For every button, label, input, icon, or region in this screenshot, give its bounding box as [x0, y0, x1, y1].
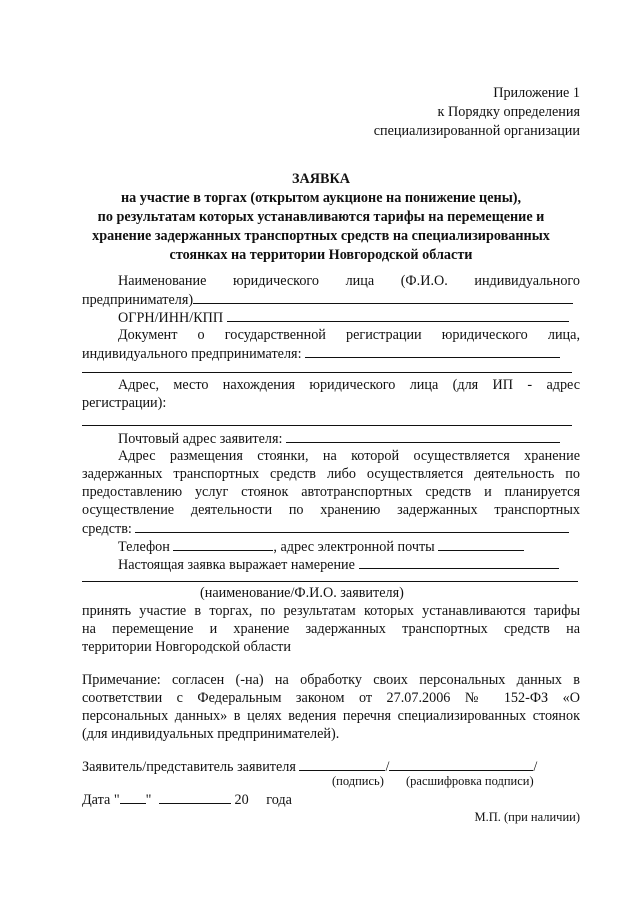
name-line-2: [82, 290, 573, 309]
date-day-field[interactable]: [120, 790, 146, 804]
postal-line: [118, 429, 560, 448]
title-line-4: стоянках на территории Новгородской области: [169, 247, 473, 263]
name-label: предпринимателя): [82, 292, 194, 308]
title-line-3: хранение задержанных транспортных средств на специализированных: [92, 228, 550, 244]
title-heading: ЗАЯВКА: [292, 171, 350, 187]
place-field[interactable]: [135, 519, 569, 533]
sign-caption: (подпись): [332, 774, 384, 788]
ogrn-field[interactable]: [227, 308, 569, 322]
stamp-note: М.П. (при наличии): [474, 810, 580, 824]
email-field[interactable]: [438, 537, 524, 551]
doc-line-1: Документ о государственной регистрации юридического лица,: [118, 327, 580, 343]
accept-line-1: принять участие в торгах, по результатам которых устанавливаются тарифы: [82, 603, 580, 619]
name-line-1: Наименование юридического лица (Ф.И.О. индивидуального: [118, 273, 580, 289]
date-month-field[interactable]: [159, 790, 231, 804]
date-line: [82, 790, 292, 809]
annex-header: [280, 84, 580, 141]
place-line-1: Адрес размещения стоянки, на которой осуществляется хранение: [118, 448, 580, 464]
postal-field[interactable]: [286, 429, 560, 443]
note-line-4: (для индивидуальных предпринимателей).: [82, 726, 340, 742]
signature-field[interactable]: [299, 757, 385, 771]
place-label: средств:: [82, 521, 132, 537]
doc-line-2: [82, 344, 560, 363]
applicant-caption: (наименование/Ф.И.О. заявителя): [200, 585, 404, 601]
ogrn-line: [118, 308, 569, 327]
place-line-5: [82, 519, 569, 538]
applicant-field-line[interactable]: [82, 581, 578, 582]
signature-decode-field[interactable]: [389, 757, 533, 771]
accept-line-3: территории Новгородской области: [82, 639, 291, 655]
phone-label: Телефон: [118, 539, 170, 555]
doc-field-extra-line[interactable]: [82, 372, 572, 373]
doc-field[interactable]: [305, 344, 560, 358]
place-line-2: задержанных транспортных средств либо осуществляется деятельность по: [82, 466, 580, 482]
intent-label: Настоящая заявка выражает намерение: [118, 557, 355, 573]
decode-caption: (расшифровка подписи): [406, 774, 534, 788]
postal-label: Почтовый адрес заявителя:: [118, 431, 283, 447]
name-field[interactable]: [193, 290, 573, 304]
intent-field[interactable]: [359, 555, 559, 569]
annex-line-1: Приложение 1: [493, 85, 580, 101]
title-line-2: по результатам которых устанавливаются тарифы на перемещение и: [97, 209, 545, 225]
note-line-1: Примечание: согласен (-на) на обработку своих персональных данных в: [82, 672, 580, 688]
intent-line: [118, 555, 559, 574]
phone-line: [118, 537, 524, 556]
annex-line-3: специализированной организации: [373, 123, 580, 139]
title-line-1: на участие в торгах (открытом аукционе на понижение цены),: [120, 190, 522, 206]
accept-line-2: на перемещение и хранение задержанных транспортных средств на: [82, 621, 580, 637]
note-line-2: соответствии с Федеральным законом от 27.07.2006 № 152-ФЗ «О: [82, 690, 580, 706]
date-year-word: года: [266, 792, 292, 808]
address-line-2: регистрации):: [82, 395, 167, 411]
date-label: Дата ": [82, 792, 120, 808]
note-line-3: персональных данных» в целях ведения перечня специализированных стоянок: [82, 708, 580, 724]
annex-line-2: к Порядку определения: [437, 104, 580, 120]
document-title: [82, 170, 560, 265]
place-line-3: предоставлению услуг стоянок автотранспортных средств и планируется: [82, 484, 580, 500]
phone-field[interactable]: [173, 537, 273, 551]
signature-label: Заявитель/представитель заявителя: [82, 759, 296, 775]
date-quote-close: ": [145, 792, 152, 808]
email-label: , адрес электронной почты: [273, 539, 435, 555]
address-field-line[interactable]: [82, 425, 572, 426]
address-line-1: Адрес, место нахождения юридического лица (для ИП - адрес: [118, 377, 580, 393]
date-year: 20: [234, 792, 249, 808]
place-line-4: осуществление деятельности по хранению задержанных транспортных: [82, 502, 580, 518]
ogrn-label: ОГРН/ИНН/КПП: [118, 310, 224, 326]
signature-separator: /: [385, 759, 390, 775]
doc-label: индивидуального предпринимателя:: [82, 346, 302, 362]
signature-separator-end: /: [533, 759, 538, 775]
